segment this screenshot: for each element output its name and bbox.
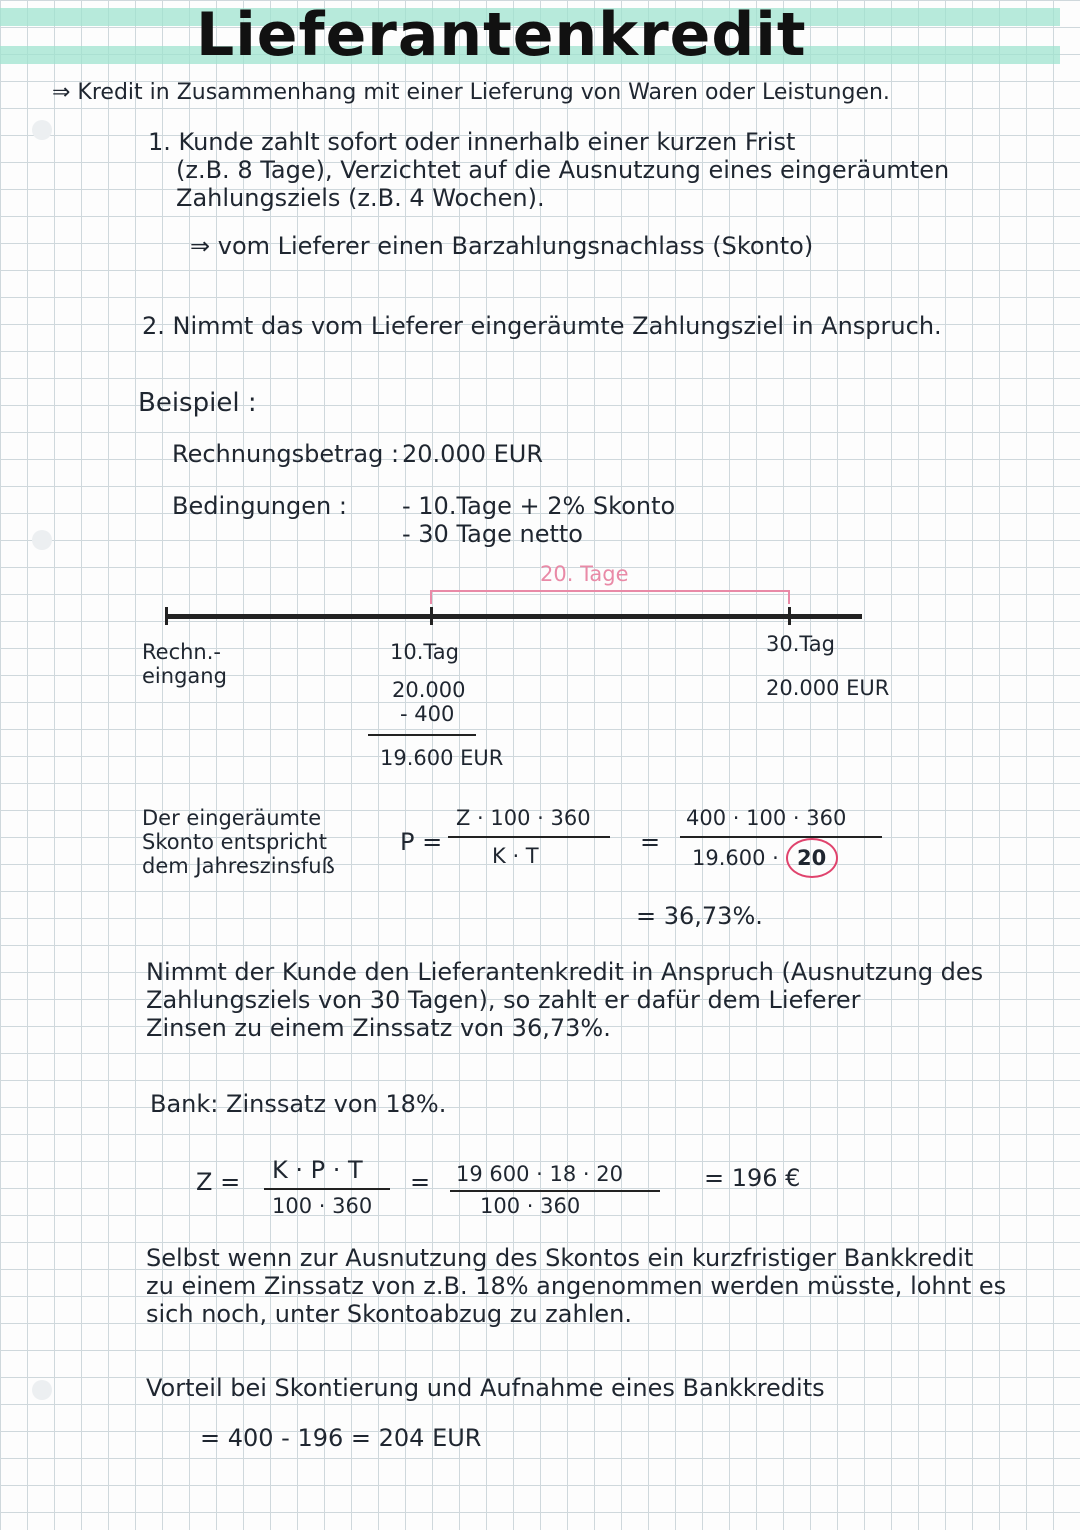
equals-sign: = (640, 828, 661, 856)
rate-label: Skonto entspricht (142, 830, 327, 854)
timeline-end-amount: 20.000 EUR (766, 676, 890, 700)
bank-formula-denominator: 100 · 360 (272, 1194, 373, 1218)
formula-numerator: Z · 100 · 360 (456, 806, 591, 830)
point-1-line-2: (z.B. 8 Tage), Verzichtet auf die Ausnutzung eines eingeräumten (176, 156, 950, 184)
timeline-mid-amount: 20.000 (392, 678, 466, 702)
margin-dot (32, 120, 52, 140)
days-value: 20 (797, 846, 827, 870)
span-bracket (430, 590, 790, 592)
span-bracket-right (788, 590, 790, 604)
condition-1: - 10.Tage + 2% Skonto (402, 492, 676, 520)
conditions-label: Bedingungen : (172, 492, 347, 520)
fraction-bar (448, 836, 610, 838)
fraction-bar (450, 1190, 660, 1192)
formula-numerator-values: 400 · 100 · 360 (686, 806, 847, 830)
z-equals: Z = (196, 1168, 241, 1196)
timeline-start-label: eingang (142, 664, 227, 688)
rate-label: dem Jahreszinsfuß (142, 854, 335, 878)
definition-text: ⇒ Kredit in Zusammenhang mit einer Lieferung von Waren oder Leistungen. (52, 80, 890, 105)
invoice-value: 20.000 EUR (402, 440, 544, 468)
advice-line-1: Selbst wenn zur Ausnutzung des Skontos ein kurzfristiger Bankkredit (146, 1244, 974, 1272)
margin-dot (32, 530, 52, 550)
timeline-tick-10 (430, 607, 433, 625)
formula-denominator-values: 19.600 · (692, 846, 779, 870)
advice-line-2: zu einem Zinssatz von z.B. 18% angenommen werden müsste, lohnt es (146, 1272, 1007, 1300)
invoice-label: Rechnungsbetrag : (172, 440, 400, 468)
conclusion-line-2: Zahlungsziels von 30 Tagen), so zahlt er dafür dem Lieferer (146, 986, 861, 1014)
timeline-axis (165, 614, 862, 619)
bank-denominator-values: 100 · 360 (480, 1194, 581, 1218)
margin-dot (32, 1380, 52, 1400)
conclusion-line-3: Zinsen zu einem Zinssatz von 36,73%. (146, 1014, 611, 1042)
timeline-mid-minus: - 400 (400, 702, 455, 726)
advice-line-3: sich noch, unter Skontoabzug zu zahlen. (146, 1300, 632, 1328)
formula-denominator: K · T (492, 844, 539, 868)
bank-numerator-values: 19 600 · 18 · 20 (456, 1162, 623, 1186)
advantage-heading: Vorteil bei Skontierung und Aufnahme eines Bankkredits (146, 1374, 825, 1402)
timeline-mid-label: 10.Tag (390, 640, 459, 664)
point-1-line-3: Zahlungsziels (z.B. 4 Wochen). (176, 184, 545, 212)
point-2-text: 2. Nimmt das vom Lieferer eingeräumte Zahlungsziel in Anspruch. (142, 312, 942, 340)
fraction-bar (680, 836, 882, 838)
equals-sign: = (410, 1168, 431, 1196)
span-bracket-left (430, 590, 432, 604)
fraction-bar (264, 1188, 390, 1190)
span-note: 20. Tage (540, 562, 629, 586)
point-1-result: ⇒ vom Lieferer einen Barzahlungsnachlass (Skonto) (190, 232, 814, 260)
timeline-end-label: 30.Tag (766, 632, 835, 656)
timeline-tick-30 (788, 607, 791, 625)
advantage-calculation: = 400 - 196 = 204 EUR (200, 1424, 482, 1452)
bank-heading: Bank: Zinssatz von 18%. (150, 1090, 447, 1118)
condition-2: - 30 Tage netto (402, 520, 583, 548)
rate-result: = 36,73%. (636, 902, 763, 930)
conclusion-line-1: Nimmt der Kunde den Lieferantenkredit in Anspruch (Ausnutzung des (146, 958, 984, 986)
bank-interest-result: = 196 € (704, 1164, 801, 1192)
timeline-start-label: Rechn.- (142, 640, 221, 664)
bank-formula-numerator: K · P · T (272, 1156, 363, 1184)
example-heading: Beispiel : (138, 388, 257, 418)
timeline-mid-result: 19.600 EUR (380, 746, 504, 770)
subtraction-line (368, 734, 476, 736)
p-equals: P = (400, 828, 443, 856)
rate-label: Der eingeräumte (142, 806, 322, 830)
timeline-tick-start (165, 607, 168, 625)
page-title: Lieferantenkredit (196, 0, 807, 70)
point-1-line-1: 1. Kunde zahlt sofort oder innerhalb einer kurzen Frist (148, 128, 796, 156)
